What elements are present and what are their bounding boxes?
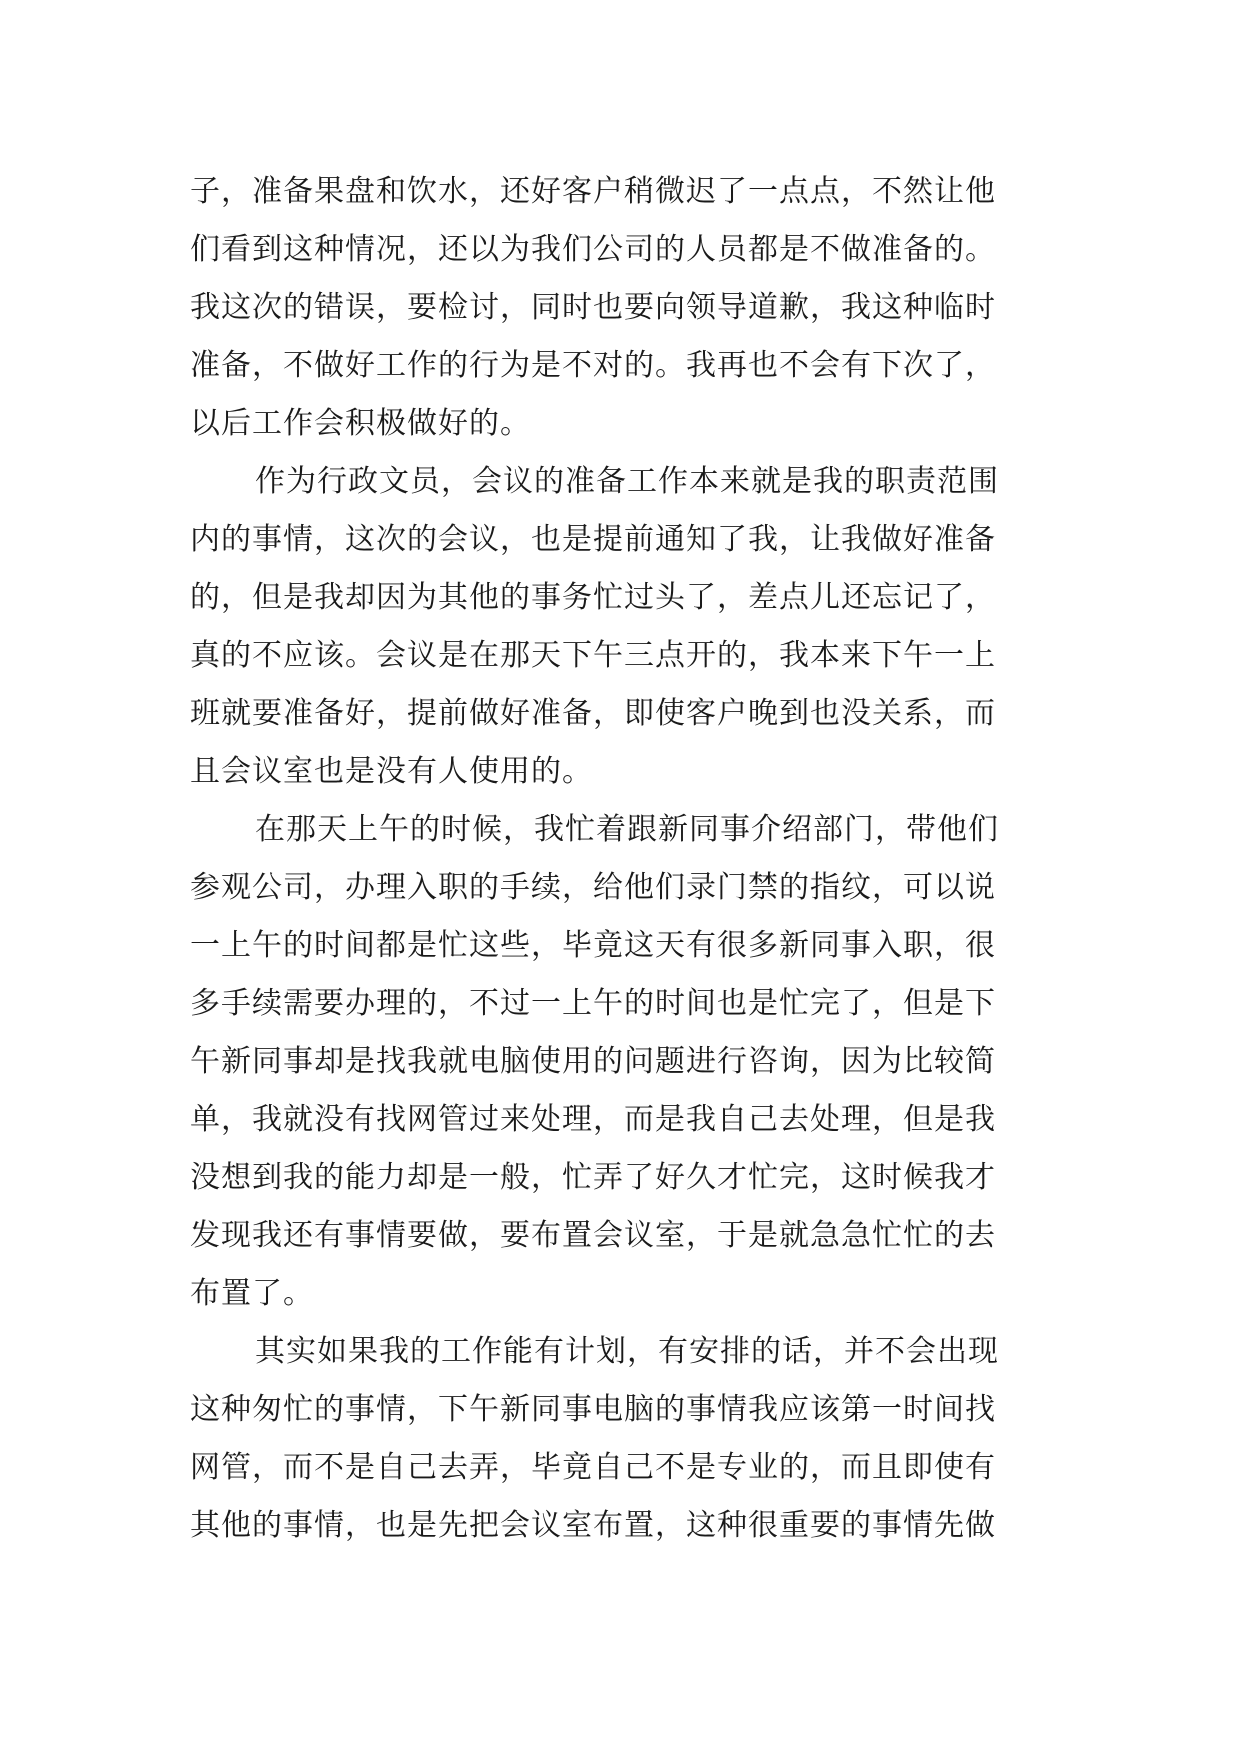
text-line: 准备，不做好工作的行为是不对的。我再也不会有下次了， [190, 348, 996, 383]
paragraph-first-line: 在那天上午的时候，我忙着跟新同事介绍部门，带他们 [255, 812, 999, 847]
text-line: 布置了。 [190, 1276, 314, 1311]
paragraph-first-line: 作为行政文员，会议的准备工作本来就是我的职责范围 [255, 464, 999, 499]
text-line: 没想到我的能力却是一般，忙弄了好久才忙完，这时候我才 [190, 1160, 996, 1195]
text-line: 参观公司，办理入职的手续，给他们录门禁的指纹，可以说 [190, 870, 996, 905]
text-line: 我这次的错误，要检讨，同时也要向领导道歉，我这种临时 [190, 290, 996, 325]
text-line: 一上午的时间都是忙这些，毕竟这天有很多新同事入职，很 [190, 928, 996, 963]
text-line: 班就要准备好，提前做好准备，即使客户晚到也没关系，而 [190, 696, 996, 731]
text-line: 单，我就没有找网管过来处理，而是我自己去处理，但是我 [190, 1102, 996, 1137]
text-line: 的，但是我却因为其他的事务忙过头了，差点儿还忘记了， [190, 580, 996, 615]
text-line: 网管，而不是自己去弄，毕竟自己不是专业的，而且即使有 [190, 1450, 996, 1485]
text-line: 内的事情，这次的会议，也是提前通知了我，让我做好准备 [190, 522, 996, 557]
text-line: 子，准备果盘和饮水，还好客户稍微迟了一点点，不然让他 [190, 174, 996, 209]
text-line: 发现我还有事情要做，要布置会议室，于是就急急忙忙的去 [190, 1218, 996, 1253]
text-line: 真的不应该。会议是在那天下午三点开的，我本来下午一上 [190, 638, 996, 673]
text-line: 且会议室也是没有人使用的。 [190, 754, 593, 789]
text-line: 其他的事情，也是先把会议室布置，这种很重要的事情先做 [190, 1508, 996, 1543]
text-line: 多手续需要办理的，不过一上午的时间也是忙完了，但是下 [190, 986, 996, 1021]
text-line: 以后工作会积极做好的。 [190, 406, 531, 441]
paragraph-first-line: 其实如果我的工作能有计划，有安排的话，并不会出现 [255, 1334, 999, 1369]
text-line: 午新同事却是找我就电脑使用的问题进行咨询，因为比较简 [190, 1044, 996, 1079]
text-line: 们看到这种情况，还以为我们公司的人员都是不做准备的。 [190, 232, 996, 267]
text-line: 这种匆忙的事情，下午新同事电脑的事情我应该第一时间找 [190, 1392, 996, 1427]
